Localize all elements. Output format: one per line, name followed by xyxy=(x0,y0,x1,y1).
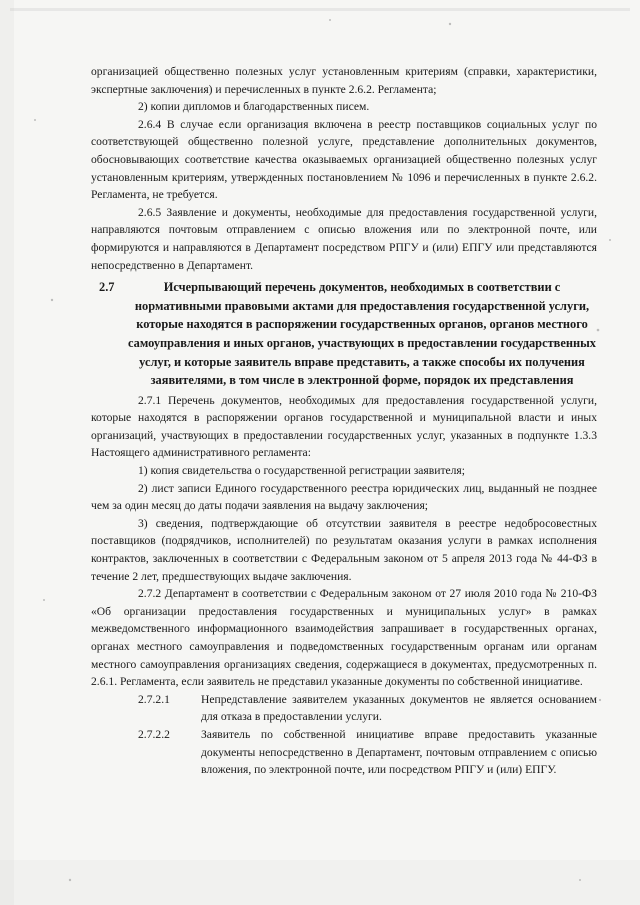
list-item-unscrupulous-registry: 3) сведения, подтверждающие об отсутствии заявителя в реестре недобросовестных поставщиков (подрядчиков, исполнителей) по результатам оказания услуги в рамках исполнения контрактов, заключенных в соответствии с Федеральным законом от 5 апреля 2013 года № 44-ФЗ в течение 2 лет, предшествующих выдаче заключения. xyxy=(91,516,597,583)
paragraph-continuation: организацией общественно полезных услуг установленным критериям (справки, характеристики, экспертные заключения) и перечисленных в пункте 2.6.2. Регламента; xyxy=(91,65,597,96)
subitem-2-7-2-1 xyxy=(91,691,597,726)
paragraph-2-7-2: 2.7.2 Департамент в соответствии с Федеральным законом от 27 июля 2010 года № 210-ФЗ «Об организации предоставления государственных и муниципальных услуг» в рамках межведомственного информационного взаимодействия запрашивает в государственных органах, органах местного самоуправления и подведомственных государственным органам или органам местного самоуправления организациях сведения, содержащиеся в документах, предусмотренных п. 2.6.1. Регламента, если заявитель не представил указанные документы по собственной инициативе. xyxy=(91,587,597,689)
subitem-2-7-2-2 xyxy=(91,726,597,779)
list-item-egrul-sheet: 2) лист записи Единого государственного реестра юридических лиц, выданный не позднее чем за один месяц до даты подачи заявления на выдачу заключения; xyxy=(91,481,597,513)
subitem-text: Заявитель по собственной инициативе вправе предоставить указанные документы непосредственно в Департамент, почтовым отправлением с описью вложения, по электронной почте, или посредством РПГУ и (или) ЕПГУ. xyxy=(201,727,597,777)
paragraph-2-6-5: 2.6.5 Заявление и документы, необходимые для предоставления государственной услуги, направляются почтовым отправлением с описью вложения или по электронной почте, или формируются и направляются в Департамент посредством РПГУ и (или) ЕПГУ или представляются непосредственно в Департамент. xyxy=(91,205,597,272)
subitem-number: 2.7.2.2 xyxy=(138,727,170,741)
section-number: 2.7 xyxy=(99,280,115,295)
list-item-registration-copy: 1) копия свидетельства о государственной регистрации заявителя; xyxy=(138,464,465,478)
subitem-text: Непредставление заявителем указанных документов не является основанием для отказа в предоставлении услуги. xyxy=(201,692,597,724)
document-body xyxy=(91,63,597,779)
section-heading-2-7 xyxy=(91,278,597,390)
subitem-number: 2.7.2.1 xyxy=(138,692,170,706)
paragraph-2-7-1: 2.7.1 Перечень документов, необходимых для предоставления государственной услуги, которые находятся в распоряжении органов государственной и муниципальной власти и иных организаций, участвующих в предоставлении государственных услуг, указанных в подпункте 1.3.3 Настоящего административного регламента: xyxy=(91,393,597,460)
paragraph-2-6-4: 2.6.4 В случае если организация включена в реестр поставщиков социальных услуг по соответствующей общественно полезной услуге, представление дополнительных документов, обосновывающих соответствие качества оказываемых организацией общественно полезных услуг установленным критериям, утвержденных постановлением № 1096 и перечисленных в пункте 2.6.2. Регламента, не требуется. xyxy=(91,117,597,202)
section-title: Исчерпывающий перечень документов, необходимых в соответствии с нормативными правовыми актами для предоставления государственной услуги, которые находятся в распоряжении государственных органов, органов местного самоуправления и иных органов, участвующих в предоставлении государственных услуг, и которые заявитель вправе представить, а также способы их получения заявителями, в том числе в электронной форме, порядок их представления xyxy=(127,280,596,388)
list-item-diplomas: 2) копии дипломов и благодарственных писем. xyxy=(138,100,370,114)
